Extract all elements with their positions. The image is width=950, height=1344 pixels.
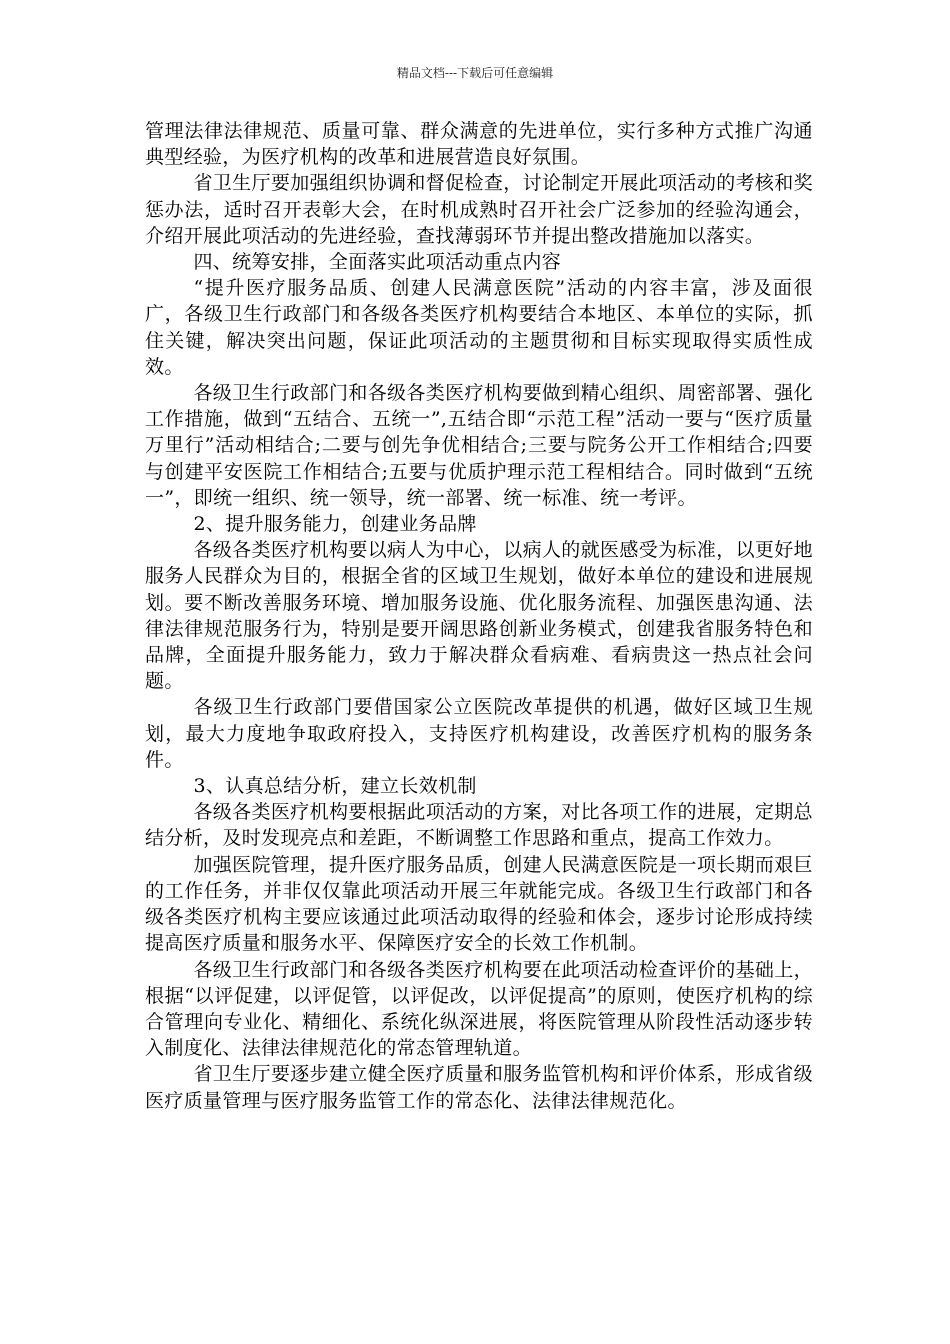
paragraph: 各级卫生行政部门要借国家公立医院改革提供的机遇，做好区域卫生规划，最大力度地争取政府投入，支持医疗机构建设，改善医疗机构的服务条件。 [145,696,813,771]
document-body [145,118,813,1114]
section-heading: 四、统筹安排，全面落实此项活动重点内容 [193,251,562,274]
paragraph: 各级卫生行政部门和各级各类医疗机构要做到精心组织、周密部署、强化工作措施，做到“五结合、五统一”,五结合即“示范工程”活动一要与“医疗质量万里行”活动相结合;二要与创先争优相结合;三要与院务公开工作相结合;四要与创建平安医院工作相结合;五要与优质护理示范工程相结合。同时做到“五统一”，即统一组织、统一领导，统一部署、统一标准、统一考评。 [145,382,813,509]
paragraph: 各级卫生行政部门和各级各类医疗机构要在此项活动检查评价的基础上，根据“以评促建，以评促管，以评促改，以评促提高”的原则，使医疗机构的综合管理向专业化、精细化、系统化纵深进展，将医院管理从阶段性活动逐步转入制度化、法律法律规范化的常态管理轨道。 [145,958,813,1060]
paragraph: 各级各类医疗机构要以病人为中心，以病人的就医感受为标准，以更好地服务人民群众为目的，根据全省的区域卫生规划，做好本单位的建设和进展规划。要不断改善服务环境、增加服务设施、优化服务流程、加强医患沟通、法律法律规范服务行为，特别是要开阔思路创新业务模式，创建我省服务特色和品牌，全面提升服务能力，致力于解决群众看病难、看病贵这一热点社会问题。 [145,539,813,693]
paragraph: 各级各类医疗机构要根据此项活动的方案，对比各项工作的进展，定期总结分析，及时发现亮点和差距，不断调整工作思路和重点，提高工作效力。 [145,801,813,850]
section-heading: 3、认真总结分析，建立长效机制 [193,775,477,798]
page-header: 精品文档---下载后可任意编辑 [396,66,554,80]
paragraph: “提升医疗服务品质、创建人民满意医院”活动的内容丰富，涉及面很广，各级卫生行政部门和各级各类医疗机构要结合本地区、本单位的实际，抓住关键，解决突出问题，保证此项活动的主题贯彻和目标实现取得实质性成效。 [145,277,813,378]
paragraph: 加强医院管理，提升医疗服务品质，创建人民满意医院是一项长期而艰巨的工作任务，并非仅仅靠此项活动开展三年就能完成。各级卫生行政部门和各级各类医疗机构主要应该通过此项活动取得的经验和体会，逐步讨论形成持续提高医疗质量和服务水平、保障医疗安全的长效工作机制。 [145,853,813,955]
section-heading: 2、提升服务能力，创建业务品牌 [193,513,477,536]
paragraph: 省卫生厅要加强组织协调和督促检查，讨论制定开展此项活动的考核和奖惩办法，适时召开表彰大会，在时机成熟时召开社会广泛参加的经验沟通会，介绍开展此项活动的先进经验，查找薄弱环节并提出整改措施加以落实。 [145,172,813,247]
paragraph: 省卫生厅要逐步建立健全医疗质量和服务监管机构和评价体系，形成省级医疗质量管理与医疗服务监管工作的常态化、法律法律规范化。 [145,1063,813,1112]
paragraph: 管理法律法律规范、质量可靠、群众满意的先进单位，实行多种方式推广沟通典型经验，为医疗机构的改革和进展营造良好氛围。 [145,120,813,169]
